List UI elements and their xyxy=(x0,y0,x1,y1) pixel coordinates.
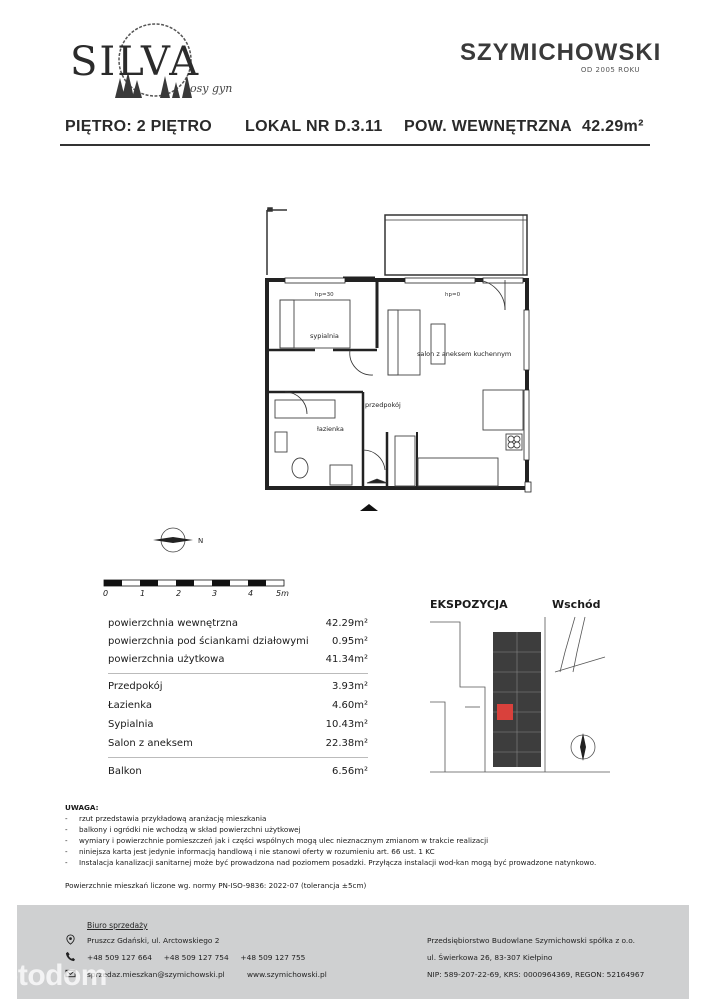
office-address: Pruszcz Gdański, ul. Arctowskiego 2 xyxy=(87,936,220,945)
office-title: Biuro sprzedaży xyxy=(87,921,148,930)
logo-script: osy gyn xyxy=(190,82,233,95)
hp0-label: hp=0 xyxy=(445,292,461,298)
notes xyxy=(65,802,665,868)
table-separator xyxy=(108,673,368,674)
table-row xyxy=(108,738,368,752)
room-bedroom: sypialnia xyxy=(310,332,339,340)
note-item: - rzut przedstawia przykładową aranżację mieszkania xyxy=(65,813,665,824)
table-row xyxy=(108,654,368,668)
location-pin-icon xyxy=(65,934,76,945)
row-value: 4.60m² xyxy=(331,700,368,711)
logo-text: SILVA xyxy=(70,39,201,85)
scale-2: 2 xyxy=(176,589,182,598)
entrance-arrow xyxy=(360,504,378,511)
table-row xyxy=(108,719,368,733)
exposure-map xyxy=(425,612,615,787)
unit-label: LOKAL NR D.3.11 xyxy=(245,118,383,135)
scale-bar xyxy=(100,575,290,605)
email-link[interactable]: sprzedaz.mieszkan@szymichowski.pl xyxy=(87,970,225,979)
note-item: - balkony i ogródki nie wchodzą w skład powierzchni użytkowej xyxy=(65,824,665,835)
exposure-title: EKSPOZYCJA xyxy=(430,598,508,611)
room-living: salon z aneksem kuchennym xyxy=(417,350,512,358)
scale-3: 3 xyxy=(212,589,218,598)
row-label: Przedpokój xyxy=(108,681,163,692)
exposure-direction: Wschód xyxy=(552,598,601,611)
footer xyxy=(0,905,689,999)
row-label: powierzchnia pod ściankami działowymi xyxy=(108,636,309,647)
silva-logo xyxy=(60,20,250,105)
scale-1: 1 xyxy=(140,589,146,598)
room-hall: przedpokój xyxy=(365,401,401,409)
row-value: 3.93m² xyxy=(331,681,368,692)
table-row xyxy=(108,700,368,714)
row-label: Salon z aneksem xyxy=(108,738,193,749)
compass-icon xyxy=(148,522,208,558)
balcony-right xyxy=(385,215,527,275)
row-value: 10.43m² xyxy=(325,719,368,730)
note-item: - niniejsza karta jest jedynie informacją handlową i nie stanowi oferty w rozumieniu art. 66 ust. 1 KC xyxy=(65,846,665,857)
table-separator xyxy=(108,757,368,758)
row-label: Sypialnia xyxy=(108,719,154,730)
brand xyxy=(460,40,660,74)
table-row xyxy=(108,681,368,695)
floor-plan xyxy=(255,200,545,520)
note-item: - wymiary i powierzchnie pomieszczeń jak i części wspólnych mogą ulec nieznacznym zmianom w trakcie realizacji xyxy=(65,835,665,846)
table-row xyxy=(108,636,368,650)
row-label: Łazienka xyxy=(108,700,153,711)
hp30-label: hp=30 xyxy=(315,292,334,298)
phone-numbers[interactable]: +48 509 127 664 +48 509 127 754 +48 509 127 755 xyxy=(87,953,306,962)
company-name: Przedsiębiorstwo Budowlane Szymichowski spółka z o.o. xyxy=(427,936,636,945)
scale-4: 4 xyxy=(248,589,254,598)
area-value: 42.29m² xyxy=(582,118,644,135)
brand-since: OD 2005 ROKU xyxy=(580,66,640,74)
watermark-text: otodom xyxy=(0,959,107,992)
norm-note: Powierzchnie mieszkań liczone wg. normy PN-ISO-9836: 2022-07 (tolerancja ±5cm) xyxy=(65,881,367,890)
sofa xyxy=(388,310,420,375)
header-rule xyxy=(60,144,650,146)
notes-title: UWAGA: xyxy=(65,803,99,812)
unit-marker xyxy=(497,704,513,720)
bathtub xyxy=(275,400,335,418)
row-value: 6.56m² xyxy=(331,766,368,777)
floor-label: PIĘTRO: 2 PIĘTRO xyxy=(65,118,213,135)
bed xyxy=(280,300,350,348)
row-value: 0.95m² xyxy=(331,636,368,647)
note-item: - Instalacja kanalizacji sanitarnej może być prowadzona nad poziomem posadzki. Przyłącza instalacji wod-kan mogą być prowadzone natynkowo. xyxy=(65,857,665,868)
website-link[interactable]: www.szymichowski.pl xyxy=(247,970,327,979)
row-label: powierzchnia wewnętrzna xyxy=(108,618,238,629)
company-ids: NIP: 589-207-22-69, KRS: 0000964369, REGON: 52164967 xyxy=(427,970,645,979)
row-value: 22.38m² xyxy=(325,738,368,749)
balcony-left xyxy=(267,208,287,275)
north-arrow xyxy=(571,733,595,761)
scale-0: 0 xyxy=(103,589,109,598)
compass-n: N xyxy=(198,537,204,545)
row-label: Balkon xyxy=(108,766,142,777)
room-bath: łazienka xyxy=(317,425,344,433)
brand-name: SZYMICHOWSKI xyxy=(460,39,662,66)
area-table xyxy=(108,618,368,783)
row-value: 42.29m² xyxy=(325,618,368,629)
row-value: 41.34m² xyxy=(325,654,368,665)
scale-5: 5m xyxy=(276,589,289,598)
area-label: POW. WEWNĘTRZNA xyxy=(404,118,573,135)
company-address: ul. Świerkowa 26, 83-307 Kiełpino xyxy=(427,953,553,962)
stove xyxy=(506,434,522,450)
table-row xyxy=(108,766,368,780)
dining-table xyxy=(483,390,523,430)
row-label: powierzchnia użytkowa xyxy=(108,654,225,665)
table-row xyxy=(108,618,368,632)
